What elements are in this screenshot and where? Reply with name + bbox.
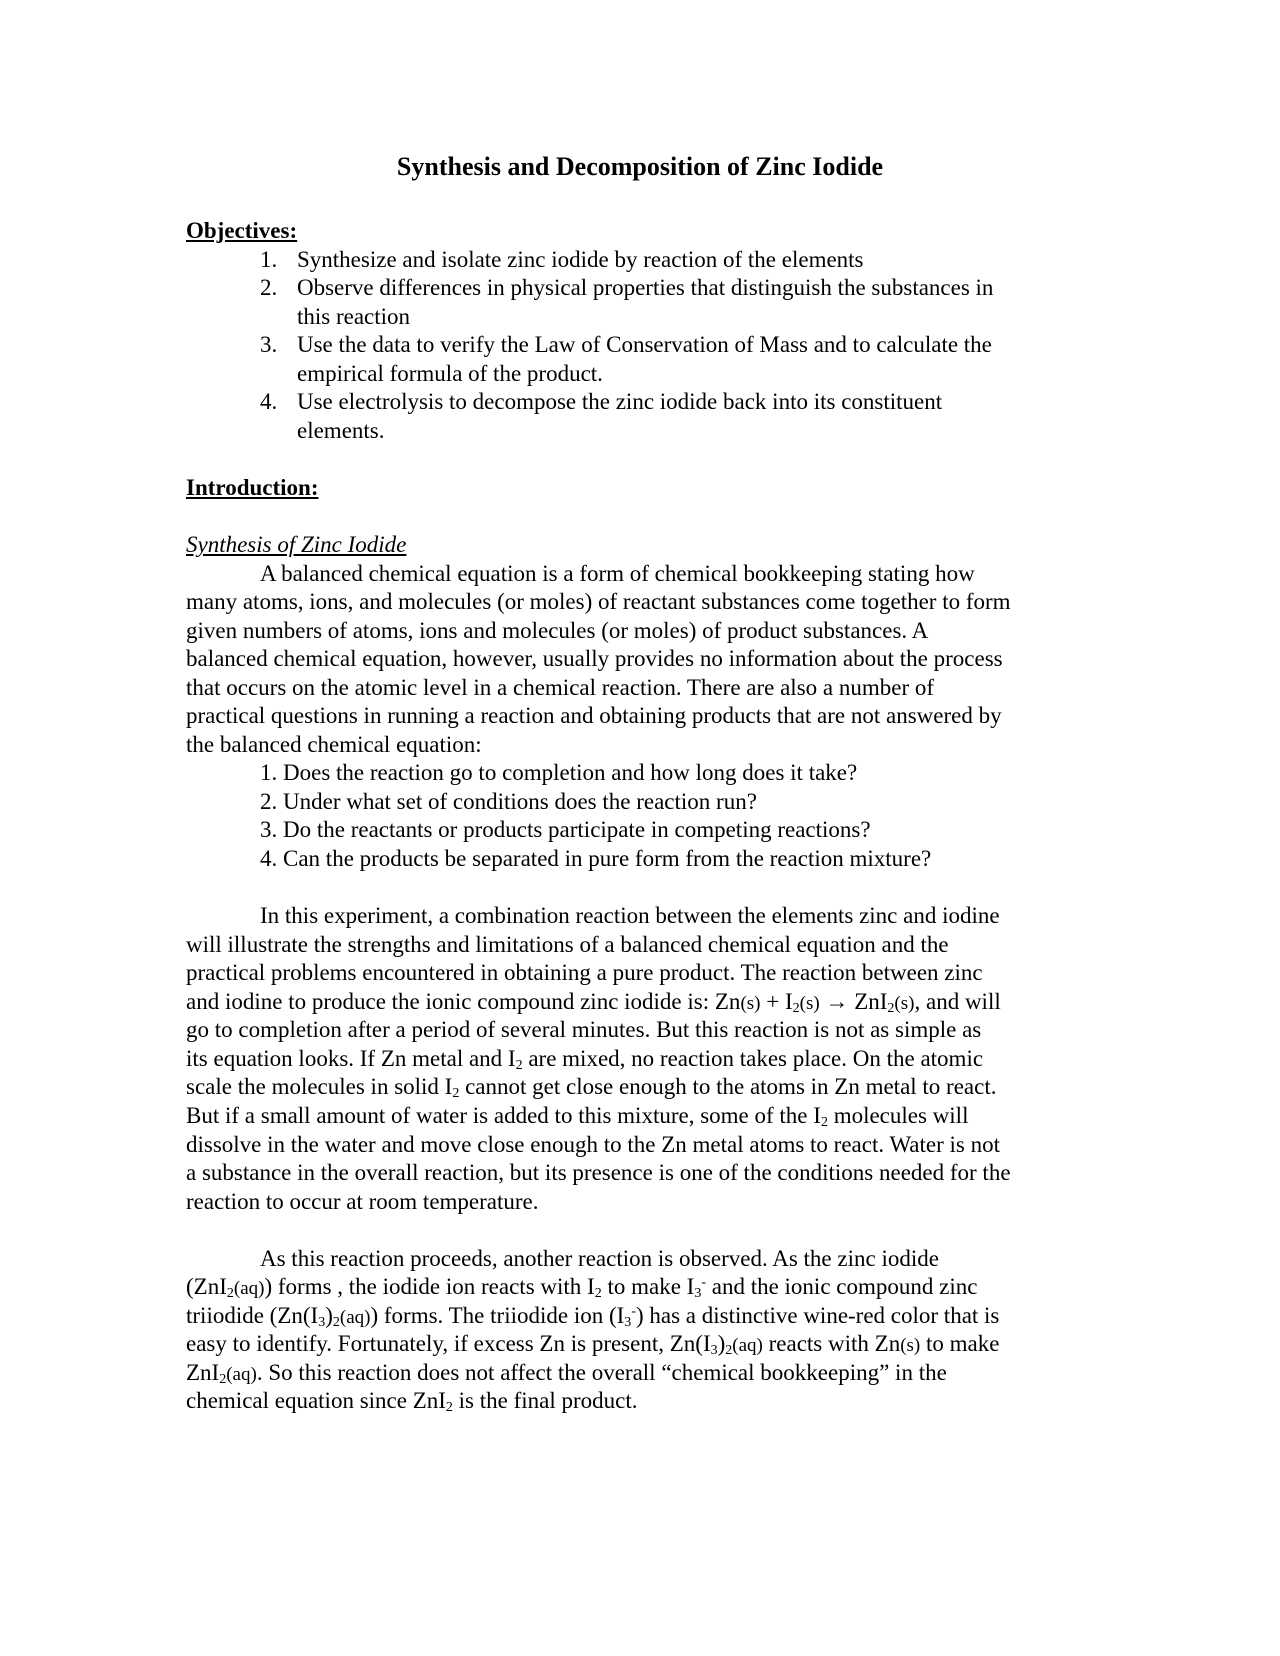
- paragraph-line: A balanced chemical equation is a form of chemical bookkeeping stating how: [260, 560, 975, 586]
- paragraph-line: scale the molecules in solid $I_2$ cannot get close enough to the atoms in Zn metal to react.: [186, 1074, 997, 1102]
- document-title: Synthesis and Decomposition of Zinc Iodide: [396, 152, 884, 181]
- state-label: (s): [799, 992, 820, 1014]
- paragraph-line: dissolve in the water and move close enough to the Zn metal atoms to react. Water is not: [186, 1131, 1001, 1157]
- objective-text: elements.: [297, 417, 385, 443]
- question-item: 4. Can the products be separated in pure form from the reaction mixture?: [260, 846, 932, 872]
- paragraph-line: triiodide $(Zn(I_3)_2(aq))$ forms. The triiodide ion $(I_3^-)$ has a distinctive wine-red color that is: [186, 1302, 1000, 1330]
- paragraph-line: will illustrate the strengths and limitations of a balanced chemical equation and the: [186, 931, 949, 957]
- objective-text: empirical formula of the product.: [297, 360, 603, 386]
- paragraph-line: practical questions in running a reaction and obtaining products that are not answered by: [186, 703, 1002, 729]
- objective-text: Use the data to verify the Law of Conservation of Mass and to calculate the: [297, 332, 992, 358]
- state-label: (aq): [339, 1306, 371, 1328]
- state-label: (s): [900, 1335, 921, 1357]
- paragraph-line: the balanced chemical equation:: [186, 731, 482, 757]
- subscript: 2: [332, 1314, 340, 1330]
- subscript: 3: [710, 1343, 718, 1359]
- objective-item-line: [186, 388, 1086, 417]
- subscript: 2: [226, 1286, 234, 1302]
- paragraph-line: given numbers of atoms, ions and molecules (or moles) of product substances. A: [186, 617, 929, 643]
- subscript: 3: [624, 1314, 632, 1330]
- paragraph-line: ZnI$_2$(aq). So this reaction does not affect the overall “chemical bookkeeping” in the: [186, 1359, 947, 1387]
- objectives-heading: Objectives:: [186, 218, 298, 243]
- question-item: 1. Does the reaction go to completion and how long does it take?: [260, 760, 858, 786]
- questions-list: [186, 759, 1086, 873]
- document-body: [186, 217, 1086, 1416]
- objectives-list: [186, 246, 1086, 446]
- subscript: 2: [219, 1371, 227, 1387]
- objective-item-line: [186, 274, 1086, 303]
- objective-item-line: [186, 417, 1086, 446]
- objective-number: 3.: [260, 332, 278, 358]
- state-label: (aq): [226, 1363, 257, 1385]
- subscript: 2: [515, 1057, 523, 1073]
- paragraph-line: that occurs on the atomic level in a chemical reaction. There are also a number of: [186, 674, 935, 700]
- paragraph-line: practical problems encountered in obtaining a pure product. The reaction between zinc: [186, 960, 983, 986]
- paragraph-line: its equation looks. If Zn metal and $I_2$ are mixed, no reaction takes place. On the atomic: [186, 1045, 984, 1073]
- question-item: 2. Under what set of conditions does the reaction run?: [260, 788, 757, 814]
- superscript: -: [701, 1275, 706, 1291]
- objective-text: this reaction: [297, 303, 411, 329]
- subscript: 2: [445, 1400, 453, 1416]
- paragraph-line: many atoms, ions, and molecules (or moles) of reactant substances come together to form: [186, 589, 1011, 615]
- state-label: (aq): [233, 1278, 265, 1300]
- objective-item-line: [186, 303, 1086, 332]
- subscript: 2: [452, 1086, 460, 1102]
- paragraph-line: balanced chemical equation, however, usually provides no information about the process: [186, 646, 1003, 672]
- subscript: 2: [820, 1114, 828, 1130]
- paragraph-line: But if a small amount of water is added to this mixture, some of the $I_2$ molecules will: [186, 1102, 969, 1130]
- objective-item-line: [186, 246, 1086, 275]
- paragraph-line: go to completion after a period of several minutes. But this reaction is not as simple as: [186, 1017, 982, 1043]
- subscript: 2: [725, 1343, 733, 1359]
- paragraph-line: and iodine to produce the ionic compound zinc iodide is: $Zn(s) + I_2(s) \to ZnI_2(s)$, and will: [186, 988, 1001, 1016]
- subscript: 2: [792, 1000, 800, 1016]
- state-label: (s): [740, 992, 761, 1014]
- subscript: 2: [887, 1000, 895, 1016]
- objective-item-line: [186, 360, 1086, 389]
- objective-text: Synthesize and isolate zinc iodide by reaction of the elements: [297, 246, 864, 272]
- paragraph-line: a substance in the overall reaction, but its presence is one of the conditions needed for the: [186, 1160, 1011, 1186]
- objective-item-line: [186, 331, 1086, 360]
- objective-text: Observe differences in physical properties that distinguish the substances in: [297, 275, 994, 301]
- paragraph-line: In this experiment, a combination reaction between the elements zinc and iodine: [260, 903, 1000, 929]
- subscript: 3: [694, 1286, 702, 1302]
- paragraph-line: (ZnI$_2$(aq)) forms , the iodide ion reacts with $I_2$ to make $I_3^-$ and the ionic compound zinc: [186, 1274, 978, 1302]
- objective-number: 1.: [260, 246, 278, 272]
- subscript: 3: [318, 1314, 326, 1330]
- subscript: 2: [594, 1286, 602, 1302]
- question-item: 3. Do the reactants or products participate in competing reactions?: [260, 817, 871, 843]
- paragraph-line: easy to identify. Fortunately, if excess Zn is present, $Zn(I_3)_2(aq)$ reacts with Zn(s) to make: [186, 1331, 1000, 1359]
- objective-number: 4.: [260, 389, 278, 415]
- objective-text: Use electrolysis to decompose the zinc iodide back into its constituent: [297, 389, 943, 415]
- paragraph-experiment: [186, 902, 1086, 1216]
- paragraph-triiodide: [186, 1245, 1086, 1416]
- synthesis-subheading: Synthesis of Zinc Iodide: [186, 532, 407, 558]
- paragraph-line: As this reaction proceeds, another reaction is observed. As the zinc iodide: [260, 1245, 939, 1271]
- objective-number: 2.: [260, 275, 278, 301]
- paragraph-intro: [186, 560, 1086, 760]
- introduction-heading: Introduction:: [186, 474, 319, 500]
- paragraph-line: chemical equation since ZnI$_2$ is the final product.: [186, 1388, 638, 1416]
- paragraph-line: reaction to occur at room temperature.: [186, 1188, 539, 1214]
- state-label: (s): [894, 992, 915, 1014]
- state-label: (aq): [732, 1335, 763, 1357]
- superscript: -: [631, 1303, 636, 1319]
